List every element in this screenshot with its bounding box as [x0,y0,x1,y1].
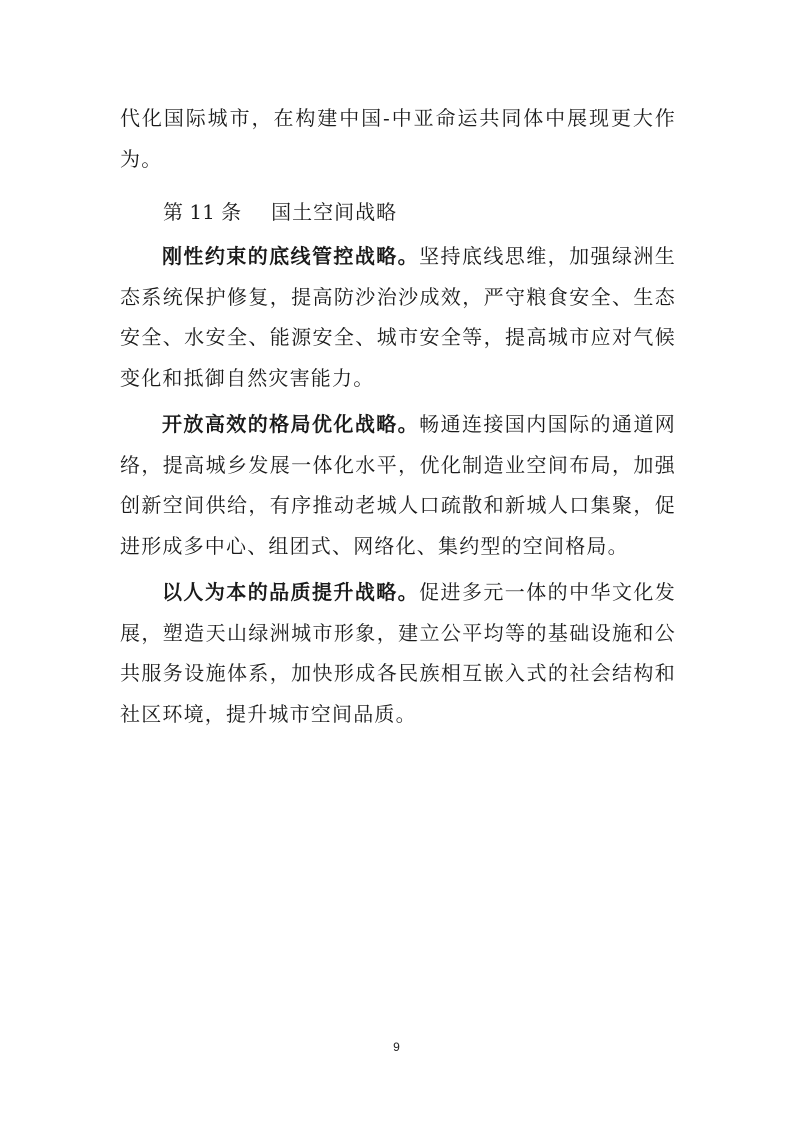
article-number: 第 11 条 [163,200,242,224]
paragraph-body: 畅通连接国内国际的通道网络，提高城乡发展一体化水平，优化制造业空间布局，加强创新空间供给，有序推动老城人口疏散和新城人口集聚，促进形成多中心、组团式、网络化、集约型的空间格局。 [120,412,676,558]
paragraph-body: 促进多元一体的中华文化发展，塑造天山绿洲城市形象，建立公平均等的基础设施和公共服务设施体系，加快形成各民族相互嵌入式的社会结构和社区环境，提升城市空间品质。 [120,580,676,726]
article-title: 国土空间战略 [271,200,398,224]
paragraph-body: 坚持底线思维，加强绿洲生态系统保护修复，提高防沙治沙成效，严守粮食安全、生态安全、水安全、能源安全、城市安全等，提高城市应对气候变化和抵御自然灾害能力。 [120,244,676,390]
article-heading [163,192,397,232]
continuation-paragraph: 代化国际城市，在构建中国-中亚命运共同体中展现更大作为。 [120,106,676,171]
page-number: 9 [393,1040,400,1054]
strategy-paragraph-baseline-control [120,236,676,398]
paragraph-lead: 以人为本的品质提升战略。 [162,580,420,604]
strategy-paragraph-quality-improvement [120,572,676,734]
paragraph-lead: 开放高效的格局优化战略。 [162,412,420,436]
paragraph-lead: 刚性约束的底线管控战略。 [162,244,420,268]
strategy-paragraph-pattern-optimization [120,404,676,566]
